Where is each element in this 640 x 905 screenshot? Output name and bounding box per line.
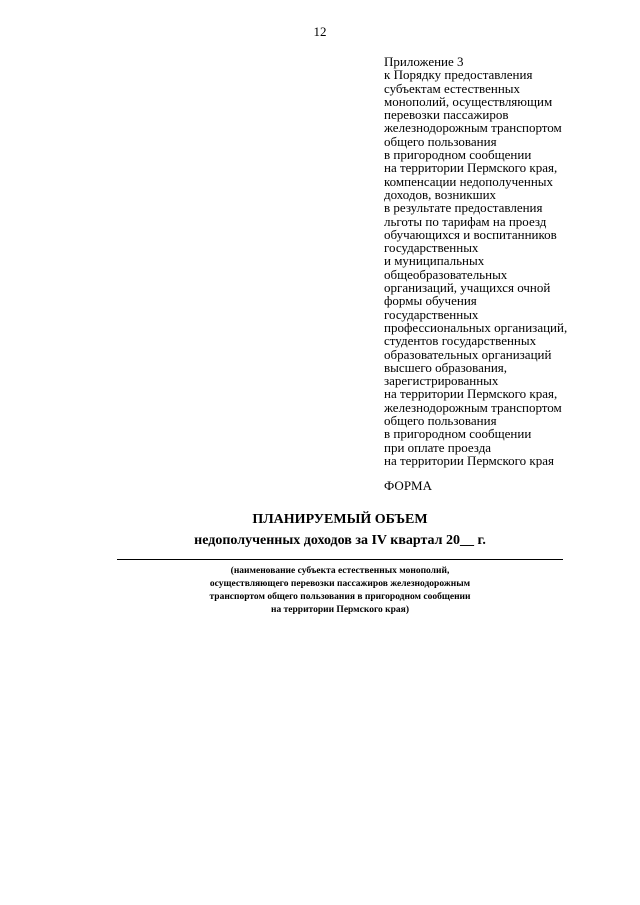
appendix-line: общего пользования [384, 133, 497, 149]
appendix-line: в результате предоставления [384, 200, 543, 216]
page-number: 12 [313, 24, 327, 39]
appendix-line: Приложение 3 [384, 54, 464, 69]
appendix-line: в пригородном сообщении [384, 147, 532, 163]
appendix-line: зарегистрированных [384, 373, 499, 389]
caption-line: на территории Пермского края) [271, 605, 409, 615]
appendix-line: на территории Пермского края, [384, 160, 558, 176]
caption-line: транспортом общего пользования в пригородном сообщении [209, 592, 471, 602]
appendix-line: на территории Пермского края [384, 452, 554, 468]
appendix-block [384, 55, 624, 467]
appendix-line: компенсации недополученных [384, 173, 554, 189]
appendix-line: формы обучения [384, 293, 477, 309]
appendix-line: профессиональных организаций, [384, 319, 568, 335]
caption-line: (наименование субъекта естественных монополий, [230, 566, 450, 576]
appendix-line: государственных [384, 306, 479, 322]
entity-name-line [117, 559, 563, 560]
appendix-line: доходов, возникших [384, 186, 497, 202]
appendix-line: монополий, осуществляющим [384, 93, 553, 109]
appendix-line: государственных [384, 240, 479, 256]
appendix-line: железнодорожным транспортом [384, 399, 562, 415]
appendix-line: железнодорожным транспортом [384, 120, 562, 136]
appendix-line: общеобразовательных [384, 266, 508, 282]
appendix-line: общего пользования [384, 413, 497, 429]
entity-name-caption [117, 565, 563, 617]
appendix-line: студентов государственных [384, 333, 537, 349]
appendix-line: организаций, учащихся очной [384, 280, 551, 296]
caption-line: осуществляющего перевозки пассажиров железнодорожным [209, 579, 471, 589]
document-title: ПЛАНИРУЕМЫЙ ОБЪЕМ [252, 512, 428, 527]
appendix-line: субъектам естественных [384, 80, 521, 96]
appendix-line: перевозки пассажиров [384, 107, 509, 123]
document-subtitle: недополученных доходов за IV квартал 20__ г. [194, 533, 486, 548]
appendix-line: при оплате проезда [384, 439, 492, 455]
appendix-line: и муниципальных [384, 253, 485, 269]
form-label: ФОРМА [384, 478, 432, 493]
appendix-line: к Порядку предоставления [384, 67, 533, 83]
appendix-line: на территории Пермского края, [384, 386, 558, 402]
appendix-line: образовательных организаций [384, 346, 552, 362]
appendix-line: высшего образования, [384, 359, 508, 375]
appendix-line: в пригородном сообщении [384, 426, 532, 442]
appendix-line: льготы по тарифам на проезд [384, 213, 547, 229]
appendix-line: обучающихся и воспитанников [384, 226, 557, 242]
